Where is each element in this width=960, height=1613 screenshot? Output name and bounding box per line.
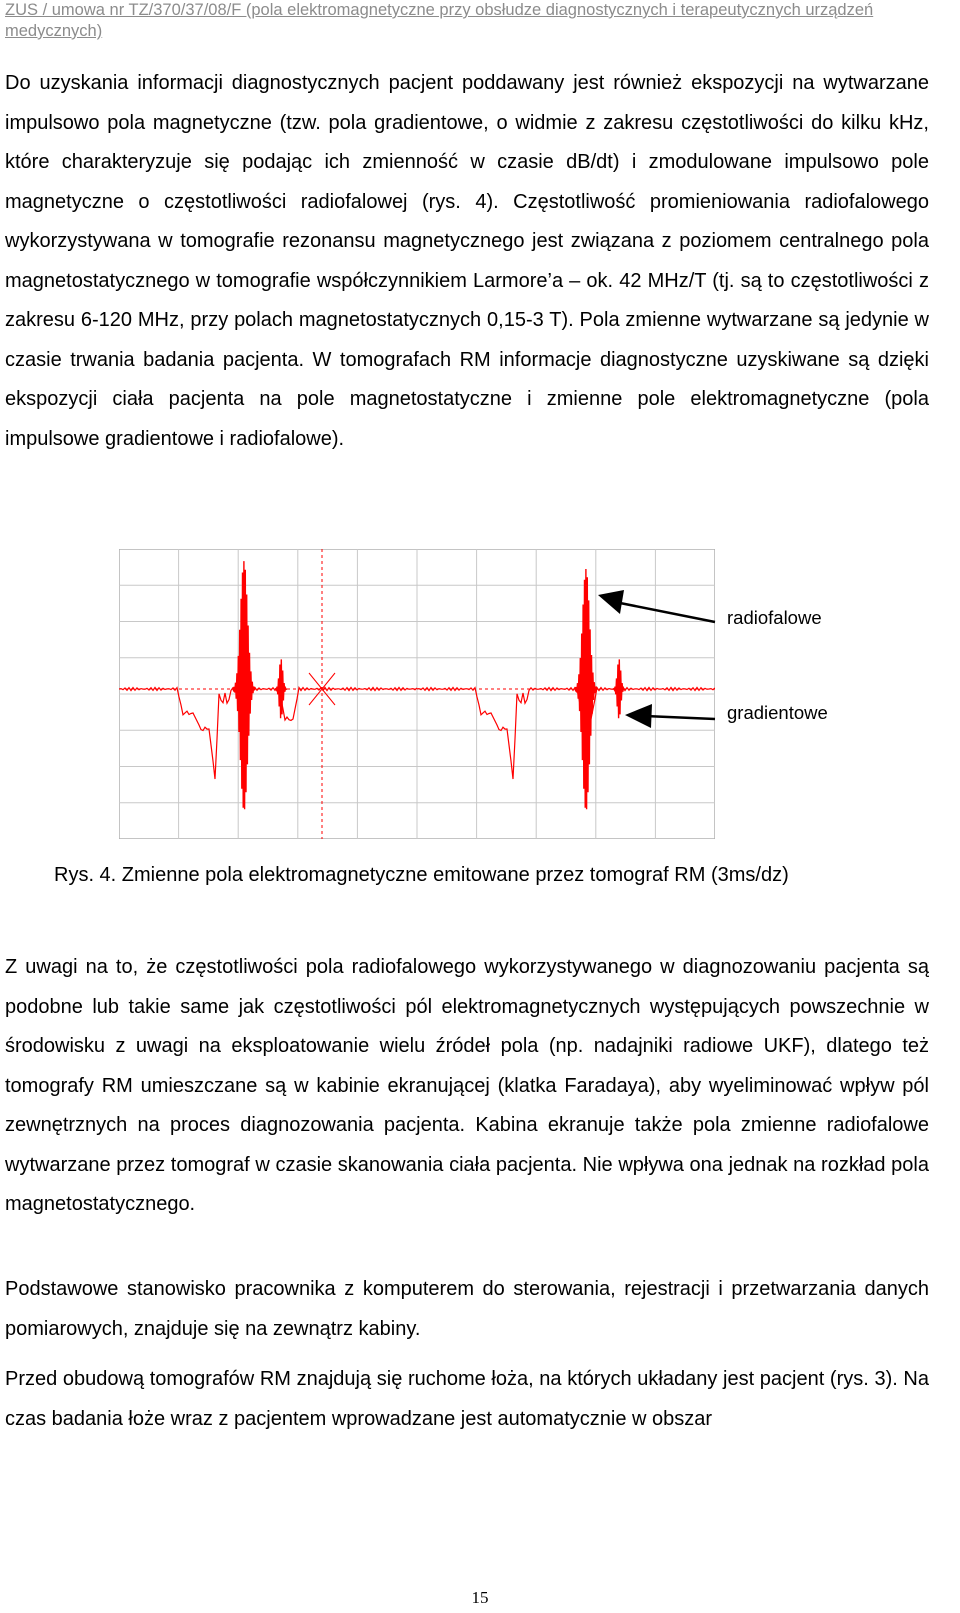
page-number: 15 xyxy=(471,1588,489,1607)
paragraph-1: Do uzyskania informacji diagnostycznych pacjent poddawany jest również ekspozycji na wytwarzane impulsowo pola magnetyczne (tzw. pola gradientowe, o widmie z zakresu częstotliwości do kilku kHz, które charakteryzuje się podając ich zmienność w czasie dB/dt) i zmodulowane impulsowo pole magnetyczne o częstotliwości radiofalowej (rys. 4). Częstotliwość promieniowania radiofalowego wykorzystywana w tomografie rezonansu magnetycznego jest związana z poziomem centralnego pola magnetostatycznego w tomografie współczynnikiem Larmore’a – ok. 42 MHz/T (tj. są to częstotliwości z zakresu 6-120 MHz, przy polach magnetostatycznych 0,15-3 T). Pola zmienne wytwarzane są jedynie w czasie trwania badania pacjenta. W tomografach RM informacje diagnostyczne uzyskiwane są dzięki ekspozycji ciała pacjenta na pole magnetostatyczne i zmienne pole elektromagnetyczne (pola impulsowe gradientowe i radiofalowe). xyxy=(5,72,929,450)
arrow-gradientowe xyxy=(625,704,715,728)
paragraph-2: Z uwagi na to, że częstotliwości pola radiofalowego wykorzystywanego w diagnozowaniu pacjenta są podobne lub takie same jak częstotliwości pól elektromagnetycznych występujących powszechnie w środowisku z uwagi na eksploatowanie wielu źródeł pola (np. nadajniki radiowe UKF), dlatego też tomografy RM umieszczane są w kabinie ekranującej (klatka Faradaya), aby wyeliminować wpływ pól zewnętrznych na proces diagnozowania pacjenta. Kabina ekranuje także pola zmienne radiofalowe wytwarzane przez tomograf w czasie skanowania ciała pacjenta. Nie wpływa ona jednak na rozkład pola magnetostatycznego. xyxy=(5,956,929,1215)
arrow-radiofalowe xyxy=(598,590,715,622)
arrows-layer xyxy=(580,580,720,740)
paragraph-4: Przed obudową tomografów RM znajdują się ruchome łoża, na których układany jest pacjent (rys. 3). Na czas badania łoże wraz z pacjentem wprowadzane jest automatycznie w obszar xyxy=(5,1368,929,1430)
label-radiofalowe: radiofalowe xyxy=(727,607,822,628)
figure-caption: Rys. 4. Zmienne pola elektromagnetyczne emitowane przez tomograf RM (3ms/dz) xyxy=(54,864,789,886)
paragraph-3: Podstawowe stanowisko pracownika z komputerem do sterowania, rejestracji i przetwarzania danych pomiarowych, znajduje się na zewnątrz kabiny. xyxy=(5,1278,929,1340)
label-gradientowe: gradientowe xyxy=(727,702,828,723)
document-header: ZUS / umowa nr TZ/370/37/08/F (pola elektromagnetyczne przy obsłudze diagnostycznych i terapeutycznych urządzeń medycznych) xyxy=(5,1,874,40)
